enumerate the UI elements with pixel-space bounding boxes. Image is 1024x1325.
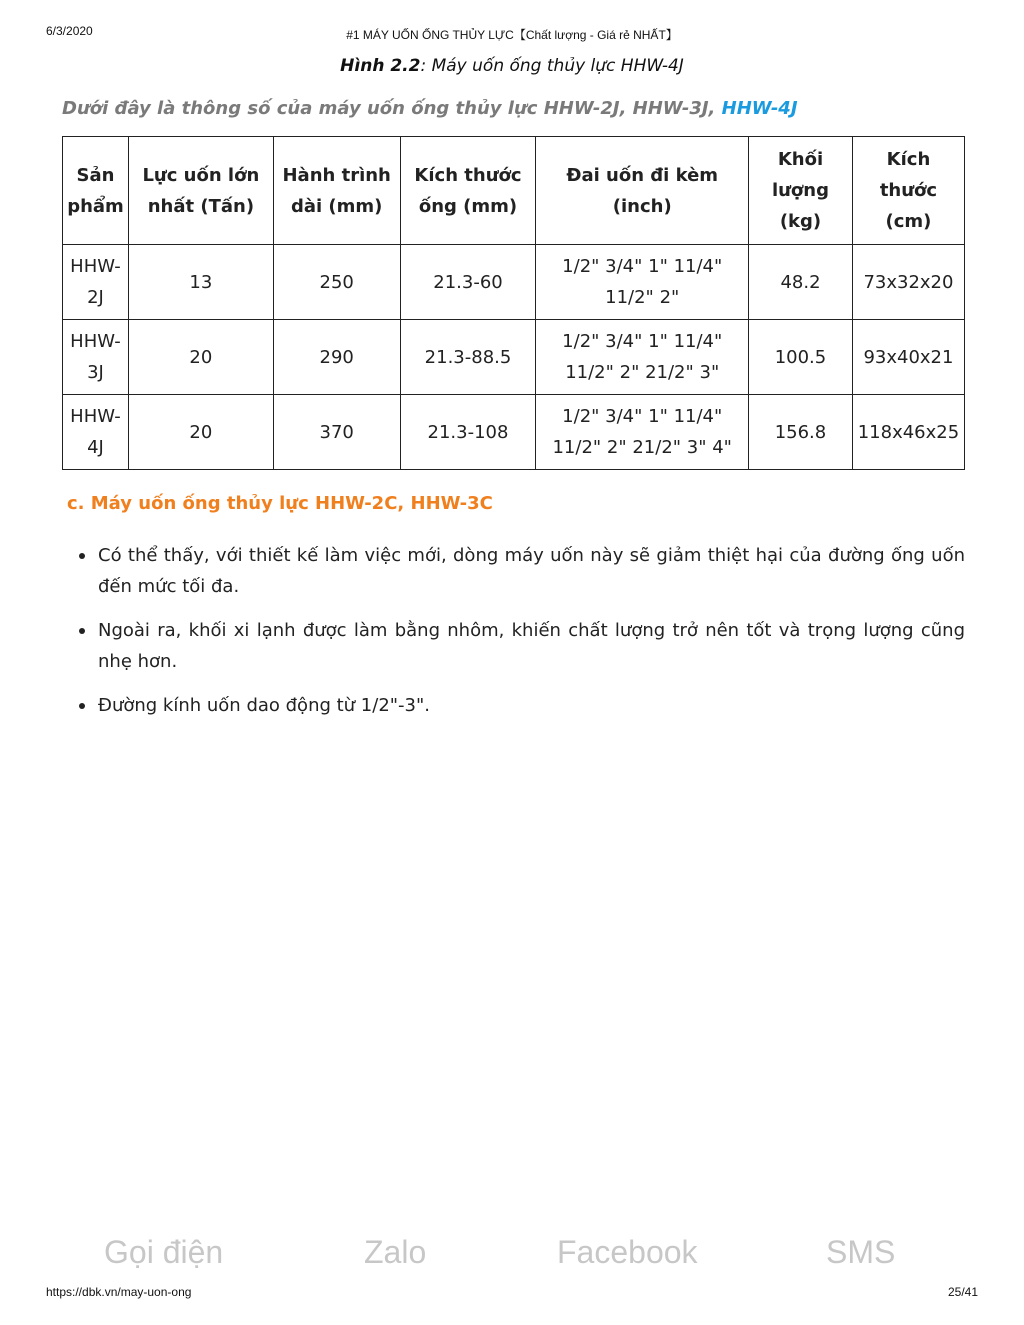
cell-force: 13 [128, 245, 273, 320]
section-heading-hhw-2c-3c: c. Máy uốn ống thủy lực HHW-2C, HHW-3C [67, 493, 493, 514]
cell-product: HHW- 4J [63, 395, 129, 470]
cell-force: 20 [128, 320, 273, 395]
cell-weight: 156.8 [749, 395, 853, 470]
cell-stroke: 250 [273, 245, 400, 320]
print-date: 6/3/2020 [46, 24, 93, 38]
bullet-dot-icon [79, 703, 85, 709]
cell-pipe-size: 21.3-60 [400, 245, 536, 320]
zalo-button[interactable]: Zalo [364, 1234, 427, 1270]
header-stroke: Hành trình dài (mm) [273, 137, 400, 245]
cell-dimensions: 73x32x20 [852, 245, 964, 320]
cell-dimensions: 118x46x25 [852, 395, 964, 470]
page-url: https://dbk.vn/may-uon-ong [46, 1285, 192, 1299]
cell-dies: 1/2" 3/4" 1" 11/4" 11/2" 2" 21/2" 3" [536, 320, 749, 395]
contact-bar [0, 1230, 1024, 1280]
cell-dies: 1/2" 3/4" 1" 11/4" 11/2" 2" [536, 245, 749, 320]
header-product: Sản phẩm [63, 137, 129, 245]
cell-product: HHW- 2J [63, 245, 129, 320]
header-dimensions: Kích thước (cm) [852, 137, 964, 245]
header-weight: Khối lượng (kg) [749, 137, 853, 245]
cell-weight: 100.5 [749, 320, 853, 395]
list-item: Ngoài ra, khối xi lạnh được làm bằng nhôm, khiến chất lượng trở nên tốt và trọng lượng cũng nhẹ hơn. [62, 615, 965, 677]
table-header-row [63, 137, 965, 245]
facebook-button[interactable]: Facebook [557, 1234, 698, 1270]
cell-stroke: 290 [273, 320, 400, 395]
bullet-dot-icon [79, 553, 85, 559]
header-dies: Đai uốn đi kèm (inch) [536, 137, 749, 245]
list-item: Đường kính uốn dao động từ 1/2"-3". [62, 690, 965, 721]
page-number: 25/41 [947, 1285, 978, 1299]
intro-paragraph [62, 98, 798, 119]
feature-list [62, 540, 965, 734]
specs-table [62, 136, 965, 470]
cell-stroke: 370 [273, 395, 400, 470]
cell-dimensions: 93x40x21 [852, 320, 964, 395]
header-pipe-size: Kích thước ống (mm) [400, 137, 536, 245]
cell-force: 20 [128, 395, 273, 470]
bullet-dot-icon [79, 628, 85, 634]
cell-product: HHW- 3J [63, 320, 129, 395]
figure-caption-label: Hình 2.2 [340, 56, 421, 76]
cell-weight: 48.2 [749, 245, 853, 320]
cell-dies: 1/2" 3/4" 1" 11/4" 11/2" 2" 21/2" 3" 4" [536, 395, 749, 470]
figure-caption-text: : Máy uốn ống thủy lực HHW-4J [420, 56, 684, 76]
cell-pipe-size: 21.3-88.5 [400, 320, 536, 395]
list-item: Có thể thấy, với thiết kế làm việc mới, dòng máy uốn này sẽ giảm thiệt hại của đường ống uốn đến mức tối đa. [62, 540, 965, 602]
hhw-4j-link[interactable]: HHW-4J [721, 98, 798, 119]
table-row [63, 245, 965, 320]
header-force: Lực uốn lớn nhất (Tấn) [128, 137, 273, 245]
cell-pipe-size: 21.3-108 [400, 395, 536, 470]
call-button[interactable]: Gọi điện [104, 1234, 224, 1270]
sms-button[interactable]: SMS [826, 1234, 896, 1270]
intro-text: Dưới đây là thông số của máy uốn ống thủy lực HHW-2J, HHW-3J, [62, 98, 722, 119]
figure-caption [0, 56, 1024, 76]
table-row [63, 320, 965, 395]
print-page-title: #1 MÁY UỐN ỐNG THỦY LỰC【Chất lượng - Giá rẻ NHẤT】 [346, 28, 678, 42]
table-row [63, 395, 965, 470]
